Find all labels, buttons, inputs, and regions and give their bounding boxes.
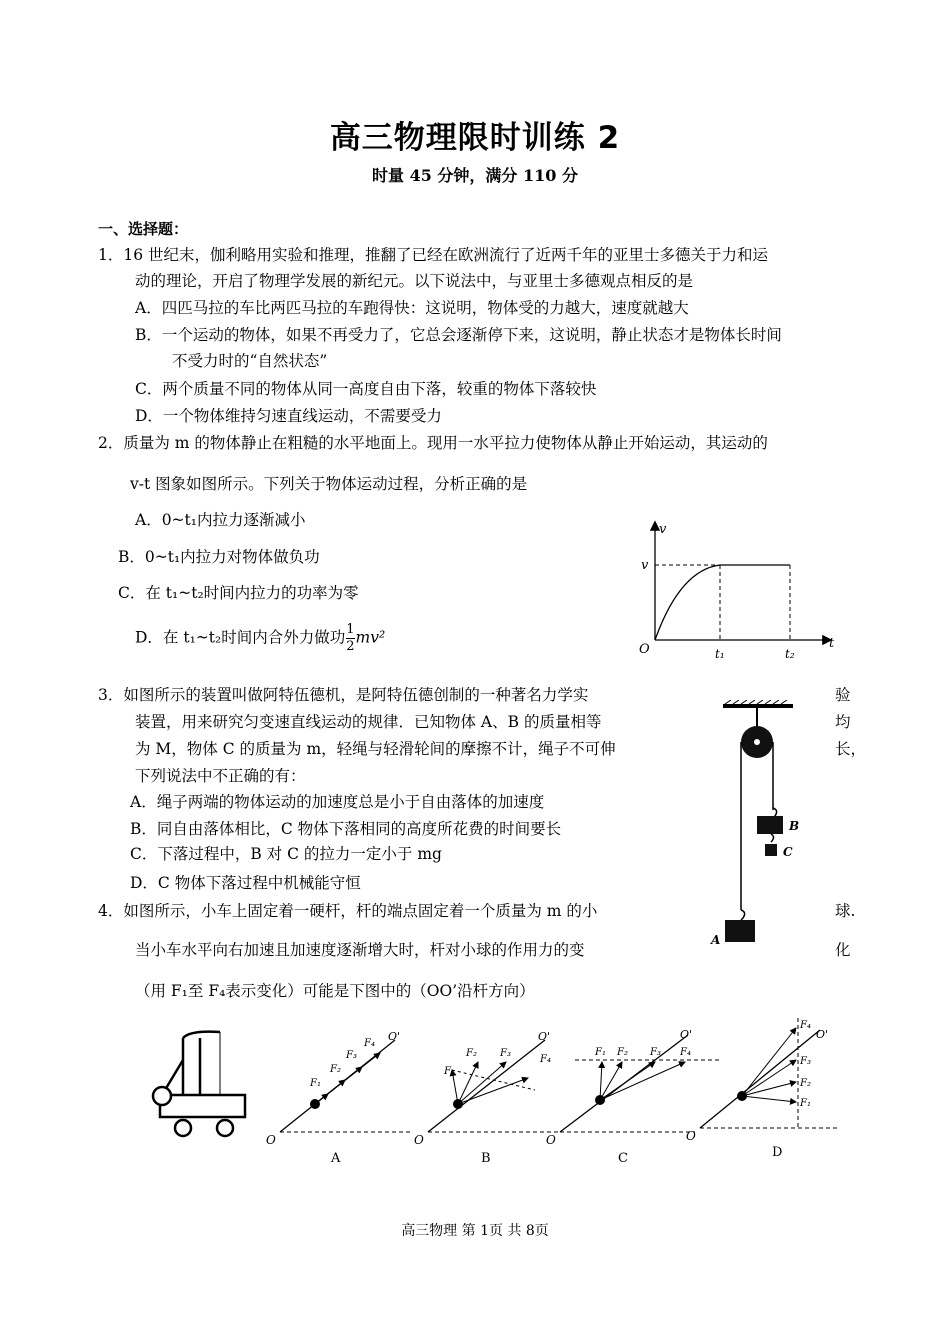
- vt-v-label: v: [641, 558, 649, 573]
- panel-d: [686, 1018, 840, 1160]
- panel-b: [414, 1030, 560, 1166]
- panel-c-f3: [600, 1062, 655, 1100]
- label-b: B: [789, 819, 800, 833]
- car-wheel-right: [217, 1120, 233, 1136]
- panel-a: [266, 1030, 410, 1166]
- vt-y-label: v: [659, 522, 667, 537]
- hook-a: [741, 910, 745, 920]
- vt-x-label: t: [829, 636, 835, 651]
- panel-a-f4-label: F₄: [364, 1038, 375, 1049]
- panel-d-f3: [742, 1060, 796, 1096]
- panel-d-f1-label: F₁: [800, 1098, 811, 1109]
- q1-option-d: D．一个物体维持匀速直线运动，不需要受力: [135, 407, 442, 425]
- q3-stem-line1: 3．如图所示的装置叫做阿特伍德机，是阿特伍德创制的一种著名力学实: [98, 686, 589, 704]
- car-with-rod: [153, 1032, 245, 1136]
- q3-option-c: C．下落过程中，B 对 C 的拉力一定小于 mg: [130, 845, 442, 863]
- q4-stem-line2-end: 化: [835, 941, 851, 959]
- q3-stem-line1-end: 验: [835, 686, 851, 704]
- panel-c-f2-label: F₂: [617, 1047, 628, 1058]
- force-diagram-figure: [150, 1010, 850, 1170]
- atwood-machine-figure: [705, 700, 815, 955]
- block-c: [765, 844, 777, 856]
- panel-a-f1-label: F₁: [310, 1078, 321, 1089]
- q2-stem-line2: v-t 图象如图所示。下列关于物体运动过程，分析正确的是: [130, 475, 528, 493]
- panel-b-o-prime: O': [538, 1030, 551, 1043]
- vt-t2-label: t₂: [785, 647, 795, 661]
- panel-c: [546, 1028, 720, 1166]
- vt-t1-label: t₁: [715, 647, 725, 661]
- fraction-denominator: 2: [346, 639, 355, 654]
- q2-stem-line1: 2．质量为 m 的物体静止在粗糙的水平地面上。现用一水平拉力使物体从静止开始运动，其运动的: [98, 434, 768, 452]
- q3-stem-line2-end: 均: [835, 713, 851, 731]
- panel-d-o-prime: O': [816, 1028, 829, 1041]
- panel-c-f2: [600, 1062, 622, 1100]
- panel-d-label: D: [772, 1145, 783, 1160]
- panel-b-f3: [458, 1062, 506, 1104]
- ceiling: [723, 704, 793, 708]
- rod: [165, 1060, 183, 1090]
- page-title: 高三物理限时训练 2: [329, 120, 621, 156]
- panel-a-o-prime: O': [388, 1030, 401, 1043]
- q2-option-d: [135, 622, 385, 655]
- vt-origin-label: O: [639, 642, 650, 657]
- q3-stem-line3-end: 长，: [835, 740, 867, 758]
- page-footer: 高三物理 第 1页 共 8页: [401, 1223, 549, 1239]
- panel-b-f3-label: F₃: [500, 1048, 511, 1059]
- block-b: [757, 816, 783, 834]
- q2-option-d-suffix: mv²: [355, 628, 386, 647]
- ceiling-hatch: [725, 700, 787, 704]
- panel-a-label: A: [331, 1151, 341, 1166]
- q2-option-c: C．在 t₁~t₂时间内拉力的功率为零: [118, 584, 359, 602]
- panel-d-o: O: [686, 1129, 696, 1143]
- q1-option-b-line1: B．一个运动的物体，如果不再受力了，它总会逐渐停下来，这说明，静止状态才是物体长时间: [135, 326, 782, 344]
- panel-c-f1: [600, 1062, 602, 1100]
- pulley-axle: [754, 739, 760, 745]
- block-a: [725, 920, 755, 942]
- panel-c-o-prime: O': [680, 1028, 693, 1041]
- fraction: [346, 622, 354, 655]
- q1-option-a: A．四匹马拉的车比两匹马拉的车跑得快：这说明，物体受的力越大，速度就越大: [135, 299, 689, 317]
- vt-curve: [655, 565, 720, 640]
- q3-stem-line3: 为 M，物体 C 的质量为 m，轻绳与轻滑轮间的摩擦不计，绳子不可伸: [135, 740, 616, 758]
- hook-c: [771, 834, 774, 842]
- panel-d-f4-label: F₄: [800, 1020, 811, 1031]
- label-a: A: [711, 933, 721, 947]
- ball: [153, 1087, 171, 1105]
- section-title: 一、选择题：: [98, 220, 189, 238]
- q2-option-a: A．0~t₁内拉力逐渐减小: [135, 511, 306, 529]
- panel-b-rod: [428, 1040, 545, 1132]
- panel-b-f1-label: F₁: [444, 1066, 455, 1077]
- q1-option-b-line2: 不受力时的“自然状态”: [172, 352, 328, 370]
- panel-c-label: C: [618, 1151, 628, 1166]
- panel-a-o: O: [266, 1133, 276, 1147]
- panel-c-f4: [600, 1062, 685, 1100]
- label-c: C: [783, 845, 793, 859]
- panel-d-f1: [742, 1096, 796, 1102]
- q1-option-c: C．两个质量不同的物体从同一高度自由下落，较重的物体下落较快: [135, 380, 597, 398]
- panel-c-o: O: [546, 1133, 556, 1147]
- car-arm: [183, 1032, 220, 1038]
- q4-stem-line1-end: 球.: [835, 902, 856, 920]
- q4-stem-line2: 当小车水平向右加速且加速度逐渐增大时，杆对小球的作用力的变: [135, 941, 585, 959]
- q3-option-b: B．同自由落体相比，C 物体下落相同的高度所花费的时间要长: [130, 820, 562, 838]
- panel-b-o: O: [414, 1133, 424, 1147]
- q3-option-d: D．C 物体下落过程中机械能守恒: [130, 874, 361, 892]
- car-wheel-left: [175, 1120, 191, 1136]
- panel-c-f4-label: F₄: [680, 1047, 691, 1058]
- q1-stem-line2: 动的理论，开启了物理学发展的新纪元。以下说法中，与亚里士多德观点相反的是: [135, 272, 694, 290]
- panel-b-f2-label: F₂: [466, 1048, 477, 1059]
- q3-stem-line4: 下列说法中不正确的有：: [135, 767, 306, 785]
- panel-a-f3-label: F₃: [346, 1050, 357, 1061]
- panel-d-f2-label: F₂: [800, 1078, 811, 1089]
- q2-option-b: B．0~t₁内拉力对物体做负功: [118, 548, 320, 566]
- q3-option-a: A．绳子两端的物体运动的加速度总是小于自由落体的加速度: [130, 793, 545, 811]
- fraction-numerator: 1: [346, 622, 355, 637]
- vt-graph: [625, 515, 845, 665]
- panel-d-f4: [742, 1028, 796, 1096]
- q1-stem-line1: 1．16 世纪末，伽利略用实验和推理，推翻了已经在欧洲流行了近两千年的亚里士多德关于力和运: [98, 246, 769, 264]
- q4-stem-line1: 4．如图所示，小车上固定着一硬杆，杆的端点固定着一个质量为 m 的小: [98, 902, 598, 920]
- panel-b-f4-label: F₄: [540, 1054, 551, 1065]
- panel-a-f2-label: F₂: [330, 1064, 341, 1075]
- page-subtitle: 时量 45 分钟，满分 110 分: [372, 166, 578, 185]
- q4-stem-line3: （用 F₁至 F₄表示变化）可能是下图中的（OO’沿杆方向）: [135, 982, 535, 1000]
- panel-d-f2: [742, 1082, 796, 1096]
- panel-d-f3-label: F₃: [800, 1056, 811, 1067]
- panel-b-label: B: [481, 1151, 491, 1166]
- panel-c-f3-label: F₃: [650, 1047, 661, 1058]
- q3-stem-line2: 装置，用来研究匀变速直线运动的规律．已知物体 A、B 的质量相等: [135, 713, 602, 731]
- panel-c-f1-label: F₁: [595, 1047, 606, 1058]
- q2-option-d-prefix: D．在 t₁~t₂时间内合外力做功: [135, 628, 346, 647]
- car-body: [160, 1095, 245, 1117]
